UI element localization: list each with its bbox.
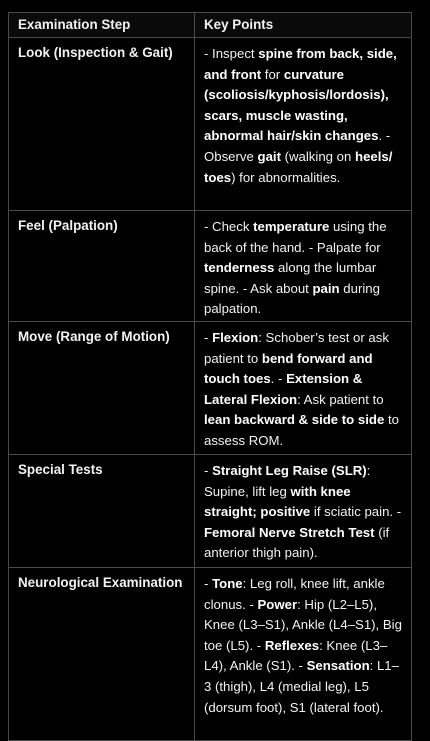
- bold-text-segment: Femoral Nerve Stretch Test: [204, 524, 375, 540]
- text-segment: to assess ROM.: [204, 412, 399, 448]
- bold-text-segment: Power: [257, 596, 298, 612]
- bold-text-segment: pain: [312, 280, 340, 296]
- bold-text-segment: Extension & Lateral Flexion: [204, 371, 363, 407]
- text-segment: -: [204, 463, 213, 478]
- text-segment: : L1–3 (thigh), L4 (medial leg), L5 (dorsum foot), S1 (lateral foot).: [204, 658, 399, 715]
- step-cell: Move (Range of Motion): [9, 322, 195, 454]
- key-points-cell: [195, 38, 411, 210]
- bold-text-segment: heels/ toes: [204, 148, 393, 185]
- table-row: [9, 567, 411, 740]
- text-segment: (walking on: [280, 148, 356, 164]
- text-segment: - Inspect: [204, 46, 259, 61]
- text-segment: : Supine, lift leg: [204, 463, 371, 499]
- text-segment: -: [204, 330, 213, 345]
- text-segment: if sciatic pain. -: [310, 504, 402, 520]
- step-cell: Feel (Palpation): [9, 211, 195, 321]
- text-segment: (if anterior thigh pain).: [204, 524, 390, 561]
- text-segment: for: [261, 66, 284, 82]
- text-segment: using the back of the hand. - Palpate for: [204, 219, 387, 255]
- bold-text-segment: with knee straight; positive: [204, 483, 351, 520]
- bold-text-segment: Straight Leg Raise (SLR): [212, 463, 367, 478]
- text-segment: -: [204, 576, 213, 591]
- bold-text-segment: spine from back, side, and front: [204, 46, 397, 82]
- step-cell: Special Tests: [9, 455, 195, 567]
- bold-text-segment: bend forward and touch toes: [204, 350, 373, 387]
- examination-table: [8, 12, 412, 741]
- column-header-step: Examination Step: [9, 13, 195, 37]
- table-row: [9, 321, 411, 454]
- text-segment: ) for abnormalities.: [231, 169, 341, 185]
- key-points-cell: [195, 322, 411, 454]
- text-segment: : Hip (L2–L5), Knee (L3–S1), Ankle (L4–S1), Big toe (L5). -: [204, 596, 402, 653]
- bold-text-segment: curvature (scoliosis/kyphosis/lordosis), scars, muscle wasting, abnormal hair/skin changes: [204, 66, 389, 144]
- text-segment: . -: [270, 371, 287, 387]
- bold-text-segment: gait: [257, 148, 281, 164]
- text-segment: . - Observe: [204, 128, 391, 164]
- bold-text-segment: Reflexes: [264, 637, 320, 653]
- text-segment: : Schober’s test or ask patient to: [204, 330, 389, 366]
- step-cell: Neurological Examination: [9, 568, 195, 740]
- table-header-row: [9, 13, 411, 37]
- bold-text-segment: Tone: [212, 576, 243, 591]
- text-segment: : Knee (L3–L4), Ankle (S1). -: [204, 637, 388, 674]
- key-points-cell: [195, 568, 411, 740]
- bold-text-segment: temperature: [253, 219, 330, 234]
- text-segment: along the lumbar spine. - Ask about: [204, 260, 377, 296]
- key-points-cell: [195, 211, 411, 321]
- text-segment: - Check: [204, 219, 254, 234]
- bold-text-segment: Sensation: [306, 658, 370, 674]
- bold-text-segment: tenderness: [204, 260, 275, 276]
- text-segment: during palpation.: [204, 280, 380, 317]
- text-segment: : Ask patient to: [297, 391, 384, 407]
- bold-text-segment: lean backward & side to side: [204, 412, 385, 428]
- table-row: [9, 210, 411, 321]
- step-cell: Look (Inspection & Gait): [9, 38, 195, 210]
- column-header-key-points: Key Points: [204, 17, 274, 32]
- bold-text-segment: Flexion: [212, 330, 259, 345]
- key-points-cell: [195, 455, 411, 567]
- table-row: [9, 454, 411, 567]
- text-segment: : Leg roll, knee lift, ankle clonus. -: [204, 576, 385, 612]
- table-row: [9, 37, 411, 210]
